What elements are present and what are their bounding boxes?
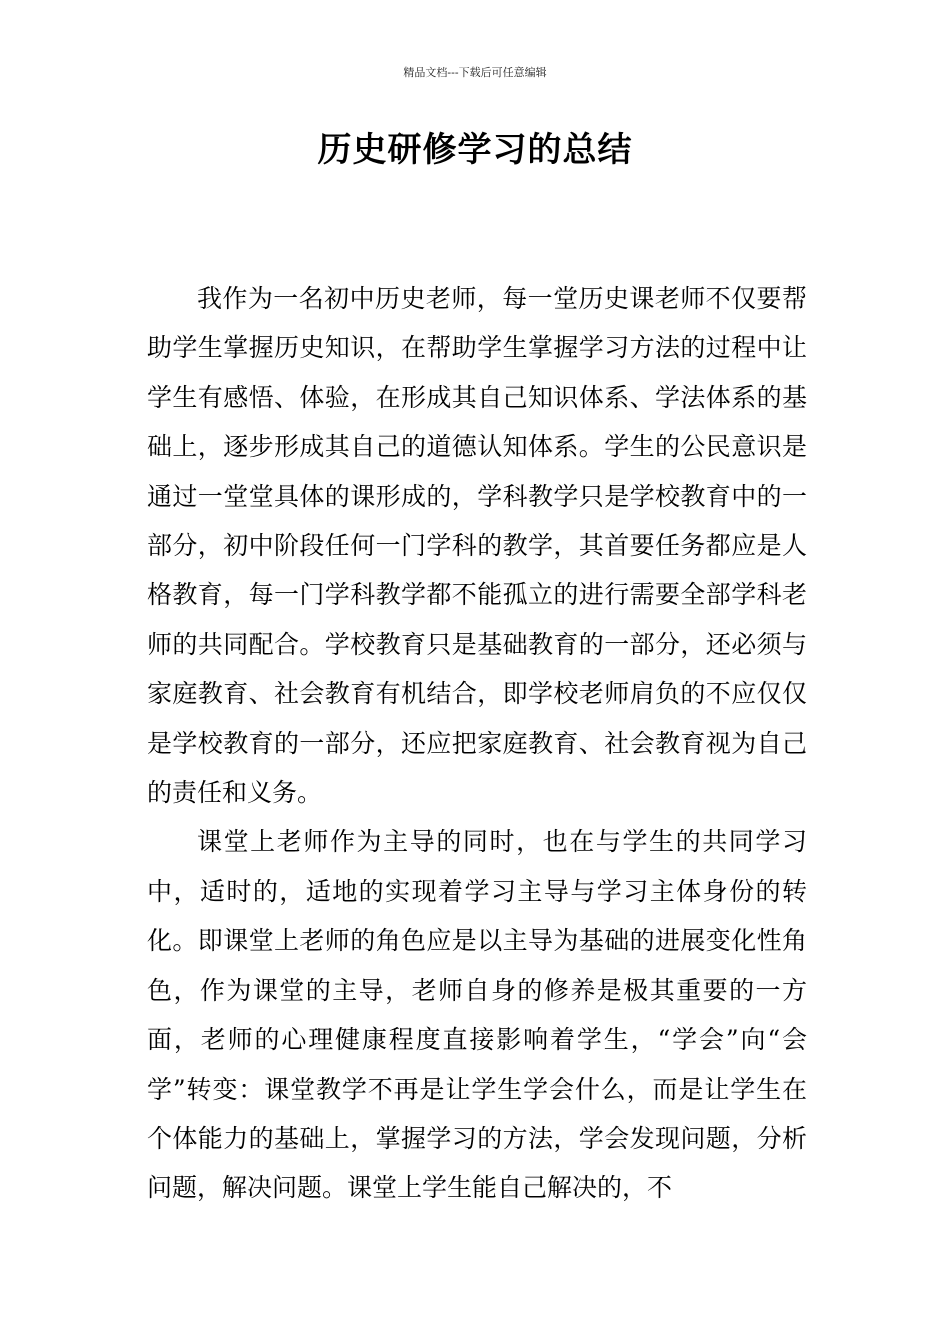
paragraph-1: 我作为一名初中历史老师，每一堂历史课老师不仅要帮助学生掌握历史知识，在帮助学生掌握学习方法的过程中让学生有感悟、体验，在形成其自己知识体系、学法体系的基础上，逐步形成其自己的道德认知体系。学生的公民意识是通过一堂堂具体的课形成的，学科教学只是学校教育中的一部分，初中阶段任何一门学科的教学，其首要任务都应是人格教育，每一门学科教学都不能孤立的进行需要全部学科老师的共同配合。学校教育只是基础教育的一部分，还必须与家庭教育、社会教育有机结合，即学校老师肩负的不应仅仅是学校教育的一部分，还应把家庭教育、社会教育视为自己的责任和义务。 (147, 284, 807, 808)
document-body (147, 274, 807, 1213)
document-title: 历史研修学习的总结 (317, 130, 633, 170)
paragraph-2: 课堂上老师作为主导的同时，也在与学生的共同学习中，适时的，适地的实现着学习主导与学习主体身份的转化。即课堂上老师的角色应是以主导为基础的进展变化性角色，作为课堂的主导，老师自身的修养是极其重要的一方面，老师的心理健康程度直接影响着学生，“学会”向“会学”转变：课堂教学不再是让学生学会什么，而是让学生在个体能力的基础上，掌握学习的方法，学会发现问题，分析问题，解决问题。课堂上学生能自己解决的，不 (147, 827, 807, 1203)
header-note: 精品文档---下载后可任意编辑 (403, 66, 547, 79)
